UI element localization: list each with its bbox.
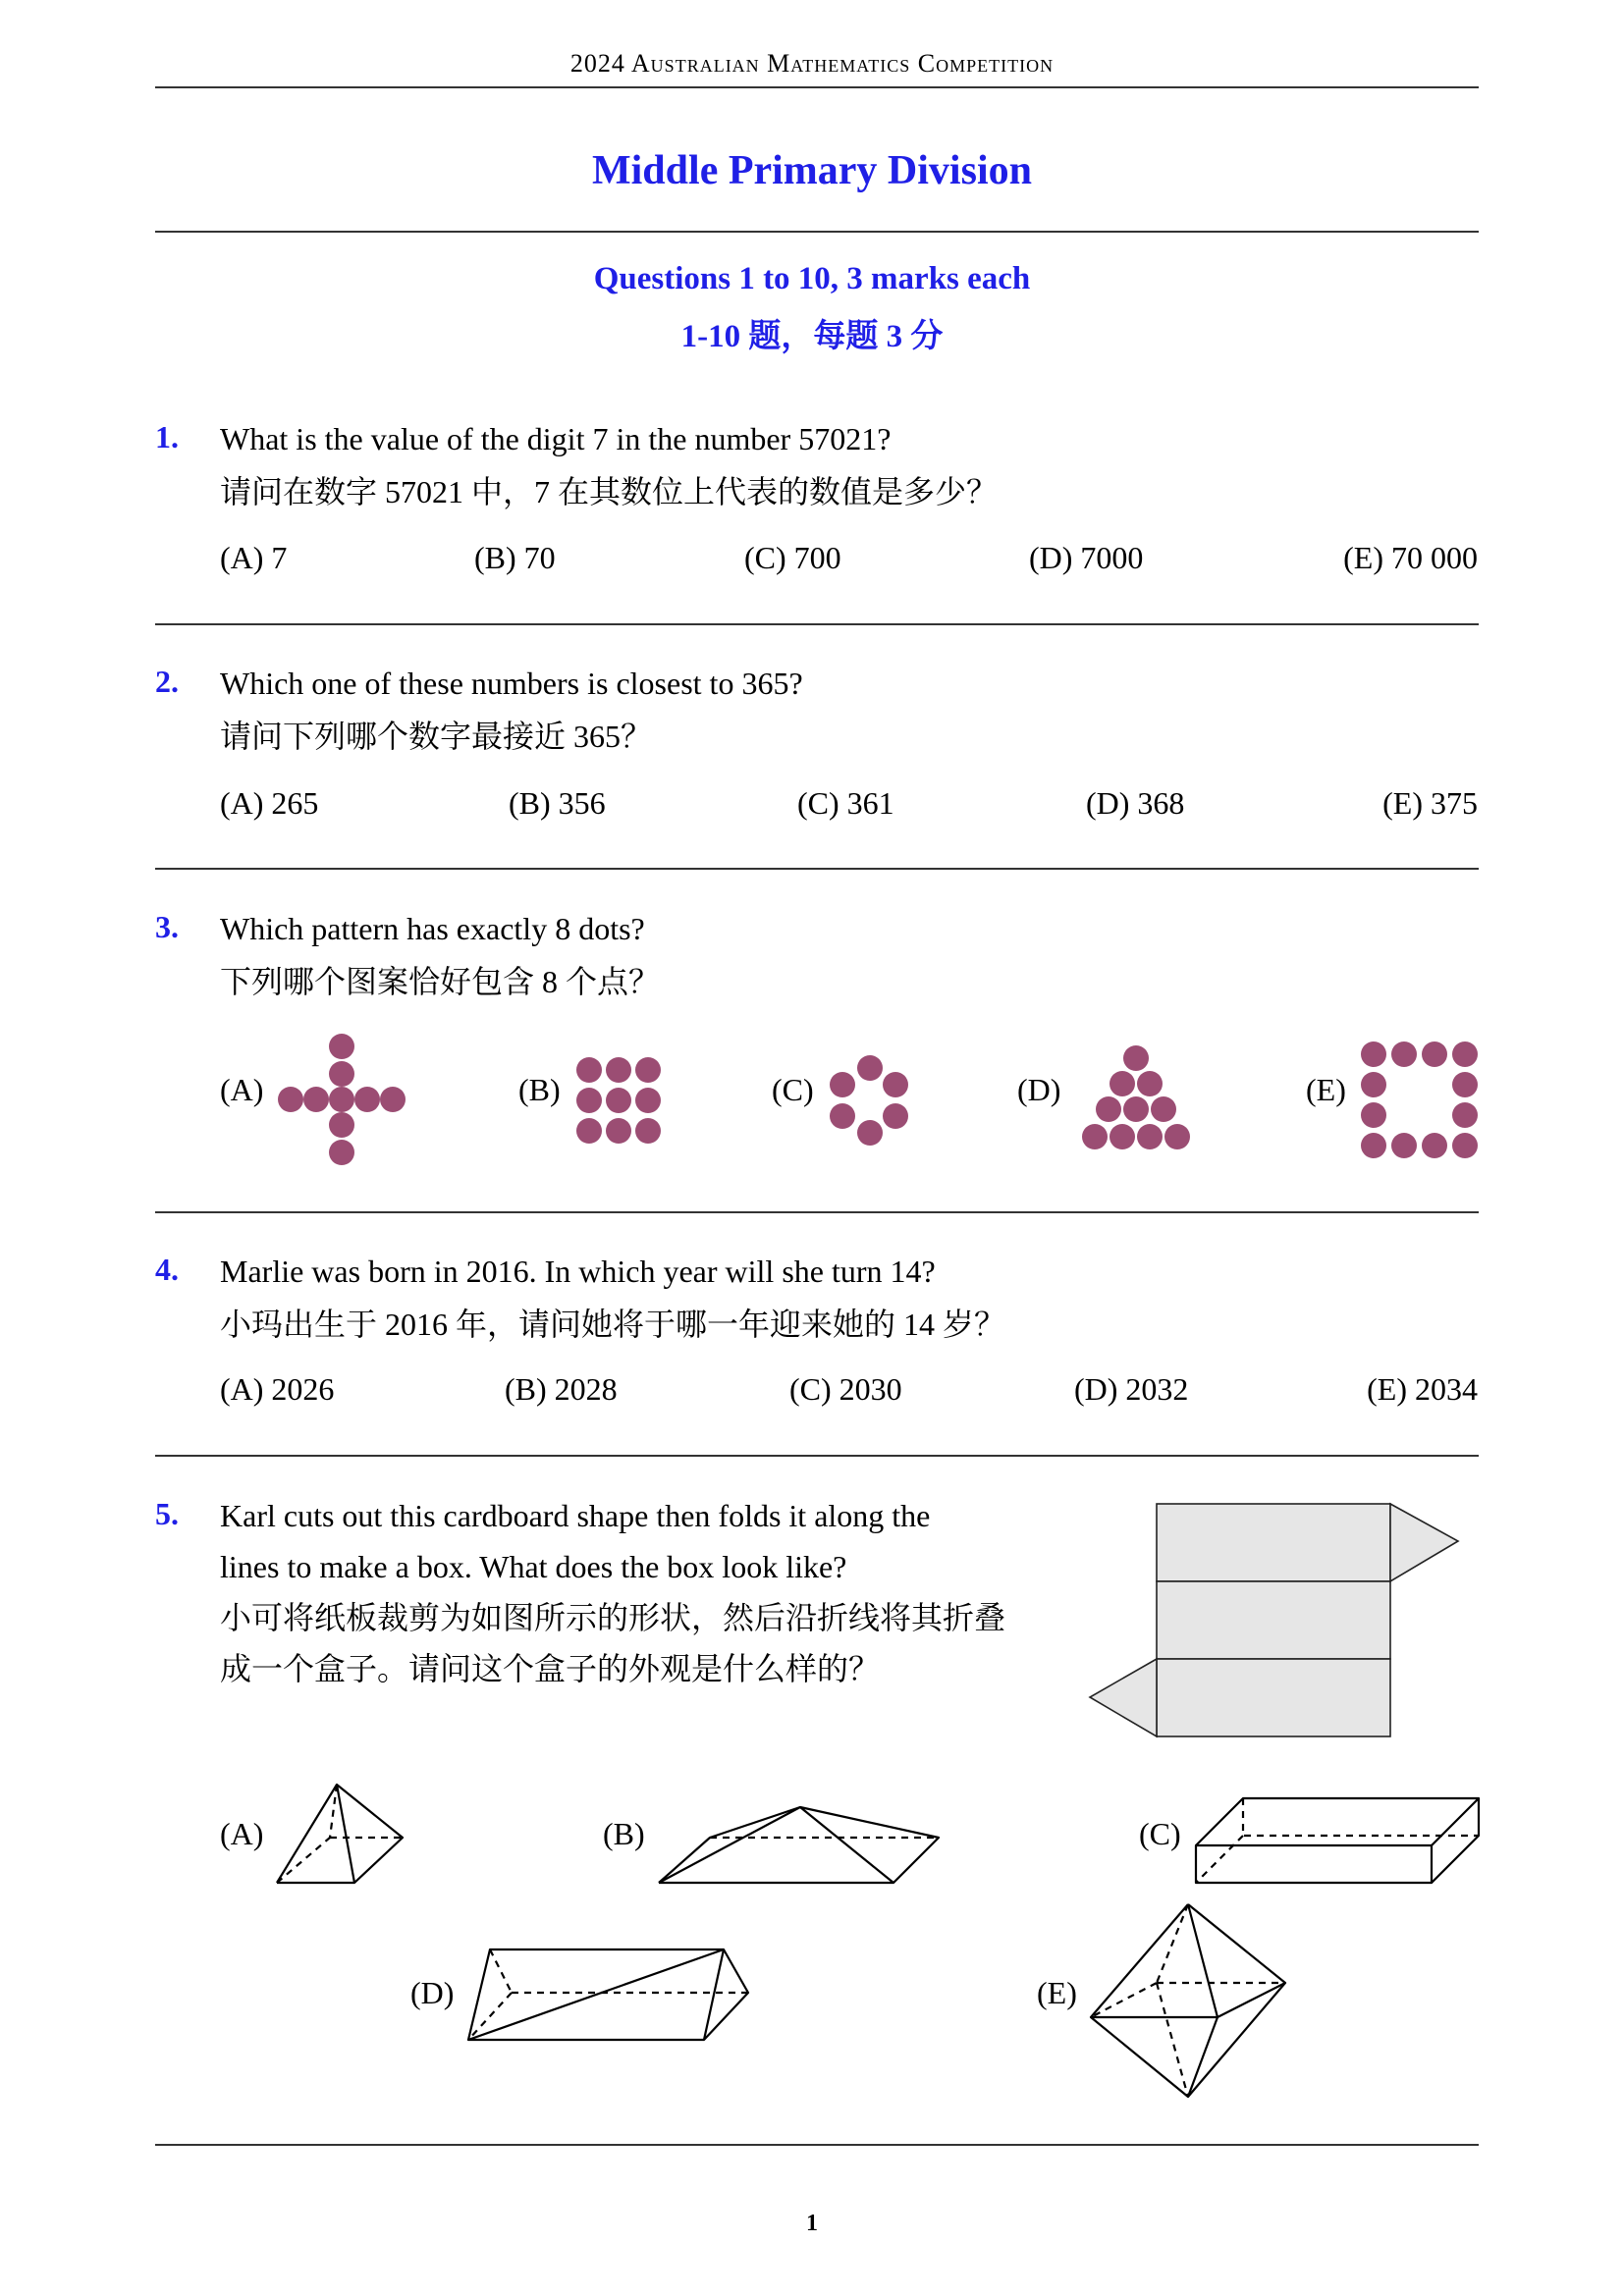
option-a[interactable]: (A) 7 (220, 540, 288, 575)
option-d-label[interactable]: (D) (410, 1975, 455, 2010)
question-number: 2. (155, 664, 179, 699)
box-option-c[interactable] (1196, 1798, 1479, 1883)
option-c[interactable]: (C) 700 (744, 540, 841, 575)
question-text-zh: 小玛出生于 2016 年，请问她将于哪一年迎来她的 14 岁？ (220, 1307, 1006, 1342)
question-text-zh: 下列哪个图案恰好包含 8 个点？ (220, 964, 661, 999)
solid-outline (1091, 1904, 1285, 2097)
solid-top (1196, 1798, 1479, 1845)
hidden-edge (277, 1838, 330, 1883)
box-option-e[interactable] (1091, 1904, 1285, 2097)
option-b[interactable]: (B) 2028 (505, 1371, 618, 1407)
solid-edge (1188, 2017, 1218, 2097)
option-b[interactable]: (B) 356 (509, 785, 606, 821)
question-number: 5. (155, 1496, 179, 1531)
option-e[interactable]: (E) 375 (1382, 785, 1478, 821)
page-number: 1 (806, 2211, 818, 2236)
question-text-zh-line1: 小可将纸板裁剪为如图所示的形状，然后沿折线将其折叠 (220, 1600, 1006, 1635)
hidden-edge (1157, 1904, 1188, 1983)
hidden-edge (490, 1949, 512, 1993)
divider (155, 2144, 1479, 2146)
question-text-en-line2: lines to make a box. What does the box look like? (220, 1549, 847, 1584)
option-b-label[interactable]: (B) (603, 1816, 645, 1851)
running-title: 2024 Australian Mathematics Competition (569, 49, 1055, 78)
hidden-edges (1243, 1798, 1479, 1836)
question-text-en: Which pattern has exactly 8 dots? (220, 911, 645, 946)
question-text-zh-line2: 成一个盒子。请问这个盒子的外观是什么样的？ (220, 1651, 881, 1686)
question-number: 3. (155, 909, 179, 944)
hidden-edge (1157, 1983, 1188, 2097)
solid-edge (659, 1807, 800, 1883)
question-number: 1. (155, 419, 179, 454)
option-a[interactable]: (A) 265 (220, 785, 319, 821)
box-option-b[interactable] (659, 1807, 939, 1883)
option-c-label[interactable]: (C) (772, 1072, 814, 1107)
section-heading-en: Questions 1 to 10, 3 marks each (593, 261, 1031, 296)
option-a[interactable]: (A) 2026 (220, 1371, 335, 1407)
solid-edge (704, 1949, 724, 2040)
solid-edges (659, 1807, 939, 1883)
question-number: 4. (155, 1252, 179, 1287)
option-d[interactable]: (D) 2032 (1074, 1371, 1189, 1407)
solid-edge (1218, 1983, 1285, 2017)
option-b-label[interactable]: (B) (518, 1072, 561, 1107)
question-text-en-line1: Karl cuts out this cardboard shape then folds it along the (220, 1498, 931, 1533)
option-b[interactable]: (B) 70 (474, 540, 556, 575)
box-option-d[interactable] (468, 1949, 748, 2040)
division-title: Middle Primary Division (592, 148, 1032, 193)
question-text-en: Which one of these numbers is closest to 365? (220, 666, 803, 701)
question-text-en: What is the value of the digit 7 in the number 57021? (220, 421, 892, 456)
option-a-label[interactable]: (A) (220, 1816, 264, 1851)
option-e-label[interactable]: (E) (1037, 1975, 1077, 2010)
hidden-edge (1196, 1836, 1243, 1883)
solid-right (1432, 1798, 1479, 1883)
option-d[interactable]: (D) 368 (1086, 785, 1185, 821)
solid-edge (337, 1785, 354, 1883)
question-text-zh: 请问下列哪个数字最接近 365？ (220, 719, 653, 754)
hidden-edge (1091, 1983, 1157, 2017)
option-c-label[interactable]: (C) (1139, 1816, 1181, 1851)
option-e-label[interactable]: (E) (1306, 1072, 1346, 1107)
option-c[interactable]: (C) 361 (797, 785, 894, 821)
option-e[interactable]: (E) 2034 (1367, 1371, 1478, 1407)
option-e[interactable]: (E) 70 000 (1343, 540, 1478, 575)
option-d[interactable]: (D) 7000 (1029, 540, 1144, 575)
section-heading-zh: 1-10 题，每题 3 分 (680, 319, 944, 354)
option-c[interactable]: (C) 2030 (789, 1371, 902, 1407)
box-option-a[interactable] (277, 1785, 403, 1883)
option-d-label[interactable]: (D) (1017, 1072, 1061, 1107)
solid-edge (1188, 1904, 1218, 2017)
solid-front (1196, 1845, 1432, 1883)
option-a-label[interactable]: (A) (220, 1072, 264, 1107)
question-text-zh: 请问在数字 57021 中，7 在其数位上代表的数值是多少？ (220, 474, 999, 509)
question-text-en: Marlie was born in 2016. In which year will she turn 14? (220, 1254, 936, 1289)
